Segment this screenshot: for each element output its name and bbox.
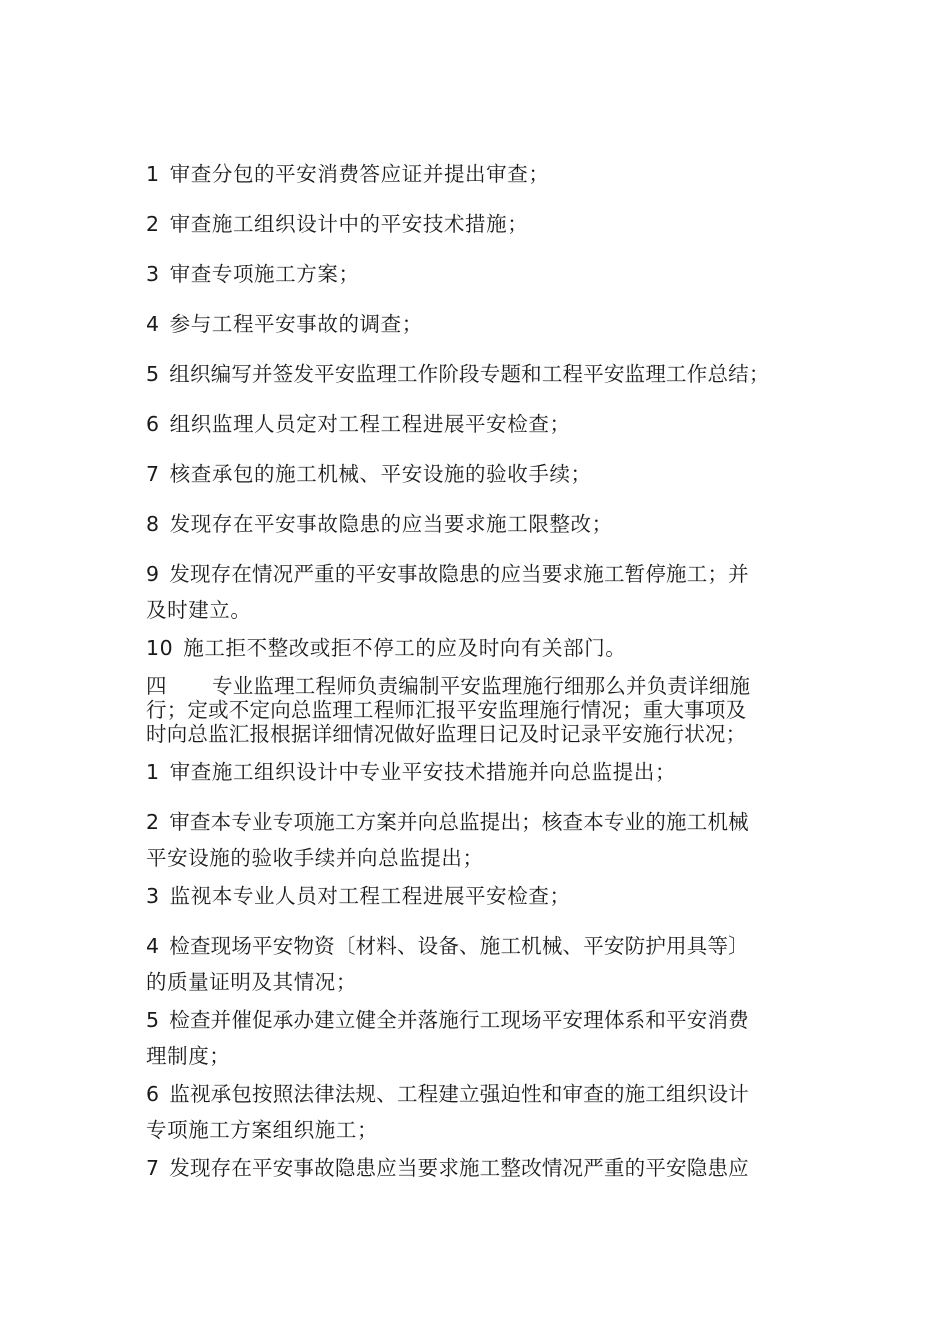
list-item [146,636,811,660]
item-number: 5 [146,1008,160,1032]
section-number: 四 [146,674,168,698]
item-text: 发现存在平安事故隐患应当要求施工整改情况严重的平安隐患应 [169,1156,749,1180]
item-number: 5 [146,362,160,386]
list-item-continuation [146,598,811,622]
item-text: 审查施工组织设计中的平安技术措施； [169,212,529,236]
item-number: 1 [146,162,160,186]
item-text: 组织编写并签发平安监理工作阶段专题和工程平安监理工作总结； [169,362,770,386]
list-item [146,462,811,486]
section-text: 专业监理工程师负责编制平安监理施行细那么并负责详细施 [212,674,751,698]
item-text: 发现存在情况严重的平安事故隐患的应当要求施工暂停施工；并 [169,562,749,586]
item-text: 平安设施的验收手续并向总监提出； [146,846,484,870]
list-item [146,312,811,336]
list-item [146,512,811,536]
paragraph-line [146,722,811,746]
item-number: 4 [146,934,160,958]
list-item [146,262,811,286]
item-number: 2 [146,810,160,834]
item-text: 理制度； [146,1044,231,1068]
item-number: 2 [146,212,160,236]
list-item [146,562,811,586]
item-text: 监视本专业人员对工程工程进展平安检查； [169,884,571,908]
list-item [146,810,811,834]
list-item [146,934,811,958]
item-number: 3 [146,262,160,286]
section-heading-line [146,674,811,698]
list-item [146,760,811,784]
item-text: 参与工程平安事故的调查； [169,312,423,336]
list-item-continuation [146,970,811,994]
item-text: 监视承包按照法律法规、工程建立强迫性和审查的施工组织设计 [169,1082,749,1106]
item-text: 检查并催促承办建立健全并落施行工现场平安理体系和平安消费 [169,1008,749,1032]
item-text: 组织监理人员定对工程工程进展平安检查； [169,412,571,436]
section-text: 时向总监汇报根据详细情况做好监理日记及时记录平安施行状况； [146,722,747,746]
list-item [146,1156,811,1180]
item-text: 及时建立。 [146,598,252,622]
item-number: 1 [146,760,160,784]
list-item [146,1082,811,1106]
item-number: 9 [146,562,160,586]
item-number: 3 [146,884,160,908]
item-text: 施工拒不整改或拒不停工的应及时向有关部门。 [183,636,627,660]
item-text: 发现存在平安事故隐患的应当要求施工限整改； [169,512,613,536]
item-number: 10 [146,636,174,660]
list-item [146,1008,811,1032]
item-text: 审查分包的平安消费答应证并提出审查； [169,162,550,186]
list-item [146,162,811,186]
list-item-continuation [146,846,811,870]
item-text: 审查本专业专项施工方案并向总监提出；核查本专业的施工机械 [169,810,749,834]
list-item-continuation [146,1118,811,1142]
item-text: 审查施工组织设计中专业平安技术措施并向总监提出； [169,760,677,784]
list-item [146,362,811,386]
item-number: 7 [146,1156,160,1180]
list-item [146,412,811,436]
section-text: 行；定或不定向总监理工程师汇报平安监理施行情况；重大事项及 [146,698,747,722]
item-number: 6 [146,412,160,436]
item-number: 4 [146,312,160,336]
paragraph-line [146,698,811,722]
item-text: 检查现场平安物资〔材料、设备、施工机械、平安防护用具等〕 [169,934,749,958]
item-text: 专项施工方案组织施工； [146,1118,379,1142]
item-text: 核查承包的施工机械、平安设施的验收手续； [169,462,592,486]
list-item [146,212,811,236]
item-text: 审查专项施工方案； [169,262,360,286]
list-item [146,884,811,908]
item-number: 7 [146,462,160,486]
list-item-continuation [146,1044,811,1068]
item-number: 6 [146,1082,160,1106]
item-text: 的质量证明及其情况； [146,970,357,994]
item-number: 8 [146,512,160,536]
